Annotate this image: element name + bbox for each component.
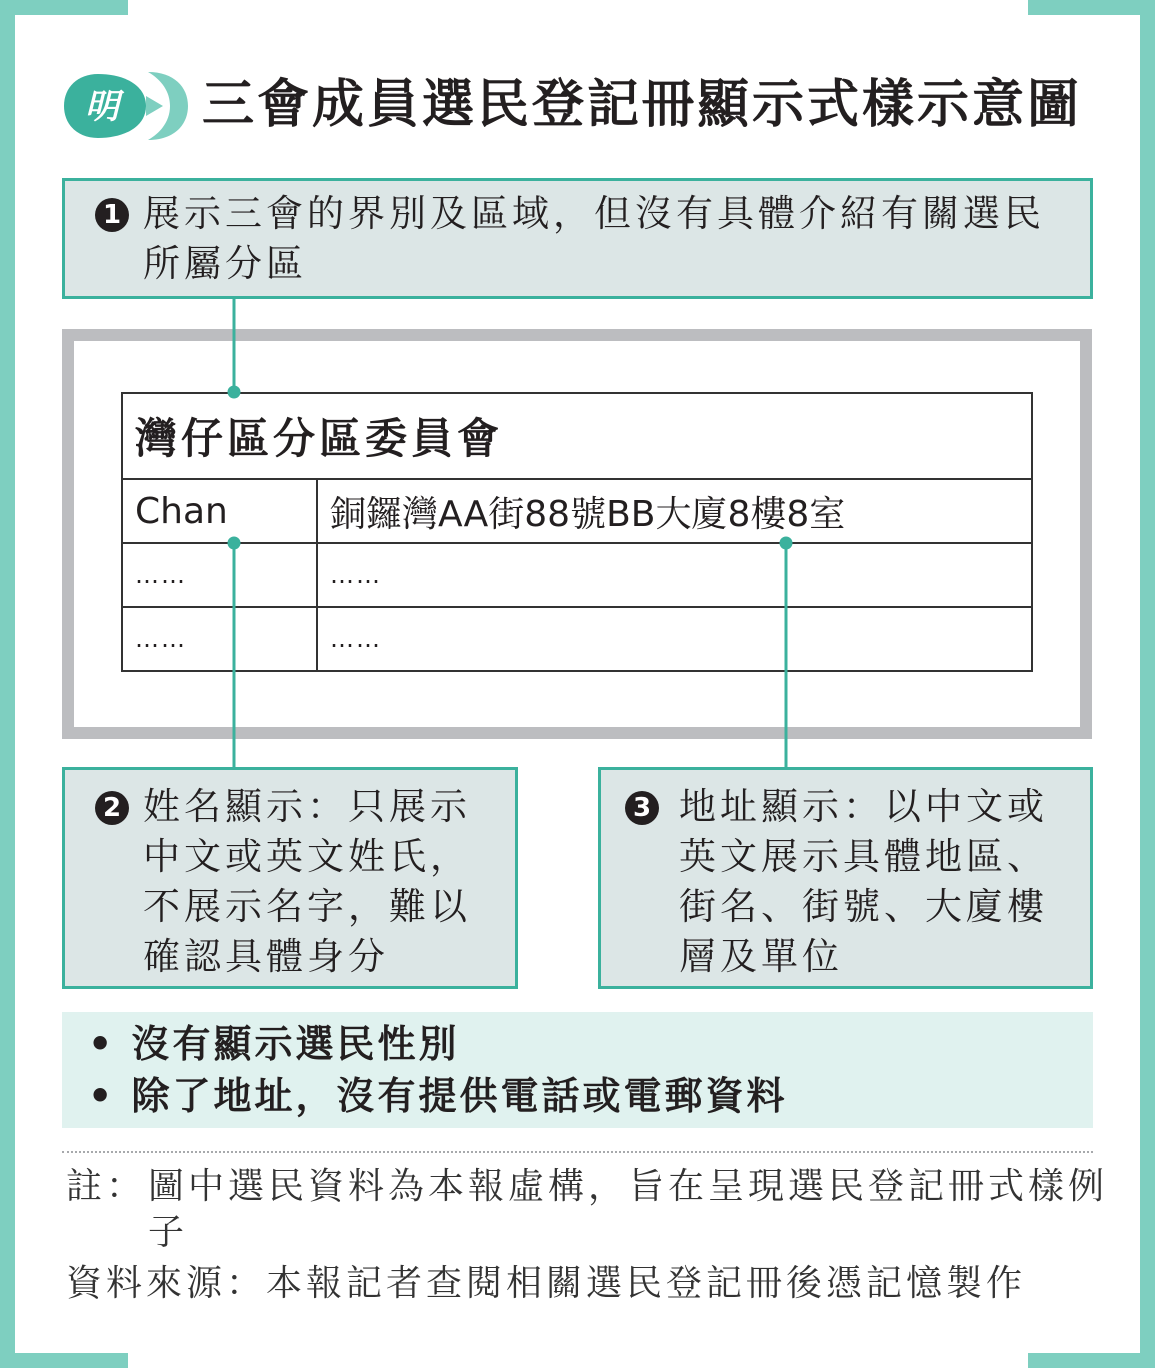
voter-name-cell: ……: [122, 543, 317, 607]
corner-top-right: [1028, 0, 1155, 15]
corner-right-v: [1140, 0, 1155, 1368]
voter-name-cell: Chan: [122, 479, 317, 543]
callout-1: [62, 178, 1093, 299]
note-item: • 除了地址，沒有提供電話或電郵資料: [88, 1070, 1093, 1122]
callout-3-number-badge: 3: [625, 791, 659, 825]
source-text: 資料來源：本報記者查閱相關選民登記冊後憑記憶製作: [66, 1263, 1027, 1304]
callout-1-text: 展示三會的界別及區域，但沒有具體介紹有關選民 所屬分區: [143, 192, 1045, 285]
corner-top-left-v: [0, 0, 15, 1368]
callout-3: [598, 767, 1093, 989]
ming-pao-logo-icon: [62, 70, 192, 142]
register-table: [121, 392, 1033, 672]
logo-text: 明: [85, 87, 119, 127]
voter-address-cell: ……: [317, 607, 1032, 671]
notes-box: [62, 1012, 1093, 1128]
table-row: [122, 479, 1032, 543]
dotted-divider: [62, 1151, 1093, 1153]
table-row: [122, 607, 1032, 671]
callout-2-text: 姓名顯示：只展示 中文或英文姓氏， 不展示名字，難以 確認具體身分: [143, 785, 471, 978]
callout-1-number-badge: 1: [95, 198, 129, 232]
callout-3-text: 地址顯示：以中文或 英文展示具體地區、 街名、街號、大廈樓 層及單位: [679, 785, 1048, 978]
register-title: 灣仔區分區委員會: [122, 393, 1032, 479]
corner-bottom-left: [0, 1353, 128, 1368]
callout-2-number-badge: 2: [95, 791, 129, 825]
register-title-row: [122, 393, 1032, 479]
voter-name-cell: ……: [122, 607, 317, 671]
voter-address-cell: ……: [317, 543, 1032, 607]
note-item: • 沒有顯示選民性別: [88, 1018, 1093, 1070]
table-row: [122, 543, 1032, 607]
corner-bottom-right: [1028, 1353, 1155, 1368]
footnote-label: 註：: [66, 1166, 147, 1207]
page-title: 三會成員選民登記冊顯示式樣示意圖: [202, 75, 1083, 135]
notes-list: [88, 1018, 1093, 1122]
callout-2: [62, 767, 518, 989]
voter-address-cell: 銅鑼灣AA街88號BB大廈8樓8室: [317, 479, 1032, 543]
corner-top-left: [0, 0, 128, 15]
footnote-text: 圖中選民資料為本報虛構，旨在呈現選民登記冊式樣例子: [148, 1166, 1109, 1253]
